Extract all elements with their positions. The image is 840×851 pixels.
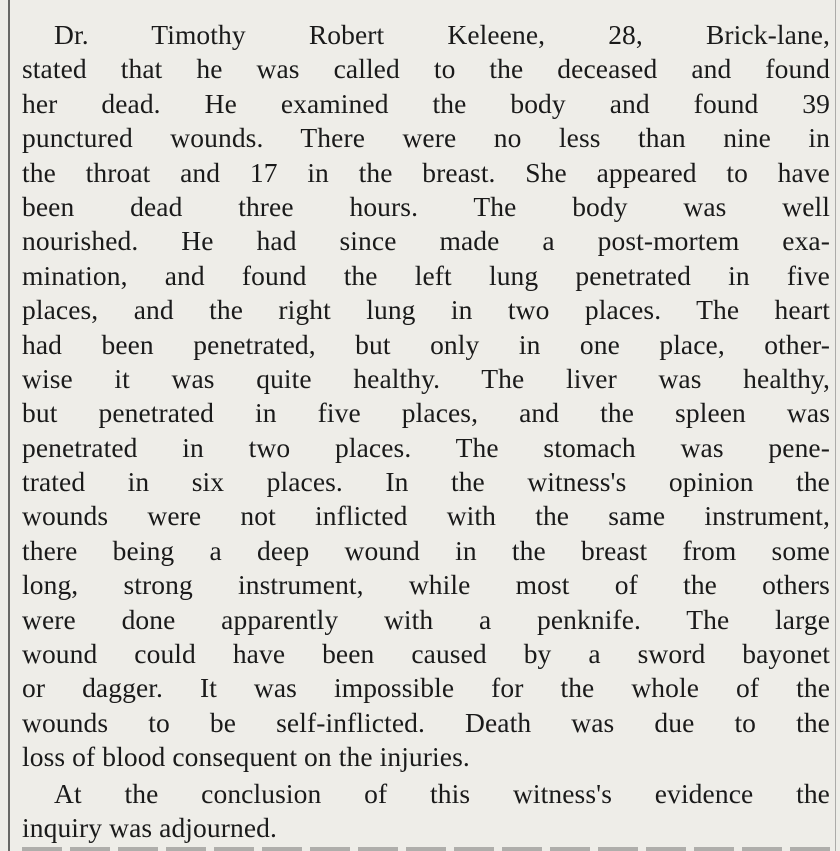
text-line: were done apparently with a penknife. The large — [22, 603, 830, 635]
cut-edge-artifact — [22, 847, 830, 851]
text-line: mination, and found the left lung penetrated in five — [22, 259, 830, 291]
text-line: wounds were not inflicted with the same instrument, — [22, 500, 830, 532]
text-line: stated that he was called to the deceased and found — [22, 53, 830, 85]
text-line: long, strong instrument, while most of the others — [22, 569, 830, 601]
paragraph-adjournment — [22, 777, 830, 846]
text-line: nourished. He had since made a post-mortem exa- — [22, 225, 830, 257]
article-column — [22, 18, 830, 845]
column-rule-left — [8, 0, 10, 851]
text-line: penetrated in two places. The stomach was pene- — [22, 431, 830, 463]
text-line: punctured wounds. There were no less than nine in — [22, 122, 830, 154]
text-line: there being a deep wound in the breast from some — [22, 534, 830, 566]
paragraph-testimony — [22, 18, 830, 775]
text-line: trated in six places. In the witness's opinion the — [22, 466, 830, 498]
text-line: or dagger. It was impossible for the whole of the — [22, 672, 830, 704]
text-line: places, and the right lung in two places. The heart — [22, 294, 830, 326]
text-line: her dead. He examined the body and found 39 — [22, 87, 830, 119]
column-rule-right — [835, 0, 836, 851]
text-line: the throat and 17 in the breast. She appeared to have — [22, 156, 830, 188]
text-line: loss of blood consequent on the injuries. — [22, 741, 470, 773]
text-line: At the conclusion of this witness's evidence the — [54, 777, 830, 809]
text-line: wound could have been caused by a sword bayonet — [22, 638, 830, 670]
text-line: inquiry was adjourned. — [22, 811, 277, 843]
text-line: had been penetrated, but only in one place, other- — [22, 328, 830, 360]
text-line: been dead three hours. The body was well — [22, 190, 830, 222]
text-line: wise it was quite healthy. The liver was healthy, — [22, 362, 830, 394]
text-line: but penetrated in five places, and the spleen was — [22, 397, 830, 429]
text-line: wounds to be self-inflicted. Death was due to the — [22, 706, 830, 738]
text-line: Dr. Timothy Robert Keleene, 28, Brick-lane, — [54, 19, 830, 50]
